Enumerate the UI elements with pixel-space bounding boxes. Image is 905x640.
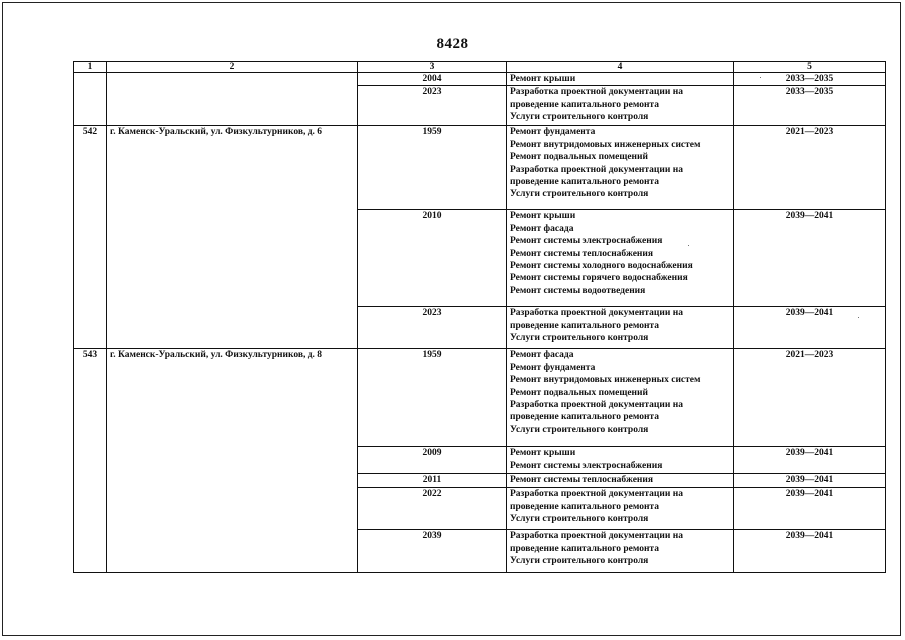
work-item: Разработка проектной документации на (510, 87, 683, 98)
works-cell (507, 447, 734, 474)
work-item: проведение капитального ремонта (510, 99, 659, 110)
table-row (74, 73, 886, 86)
year-cell: 1959 (358, 126, 507, 210)
work-item: Ремонт фундамента (510, 127, 596, 138)
header-cell: 3 (358, 62, 507, 73)
work-item: Услуги строительного контроля (510, 556, 649, 567)
work-item: Услуги строительного контроля (510, 514, 649, 525)
page-number: 8428 (436, 36, 469, 52)
work-item: Ремонт внутридомовых инженерных систем (510, 139, 701, 150)
scan-speck (688, 245, 689, 246)
period-cell: 2039—2041 (734, 307, 886, 349)
year-cell: 2039 (358, 530, 507, 573)
works-cell (507, 488, 734, 530)
period-cell: 2033—2035 (734, 73, 886, 86)
header-cell: 4 (507, 62, 734, 73)
year-cell: 2011 (358, 474, 507, 488)
address-cell: г. Каменск-Уральский, ул. Физкультурников, д. 6 (107, 126, 358, 349)
period-cell: 2039—2041 (734, 474, 886, 488)
work-item: Разработка проектной документации на (510, 164, 683, 175)
work-item: Ремонт подвальных помещений (510, 387, 648, 398)
work-item: Ремонт крыши (510, 74, 576, 84)
works-cell (507, 530, 734, 573)
scan-speck (760, 77, 761, 78)
work-item: Ремонт подвальных помещений (510, 152, 648, 163)
period-cell: 2039—2041 (734, 210, 886, 307)
work-item: проведение капитального ремонта (510, 320, 659, 331)
work-item: Ремонт системы теплоснабжения (510, 248, 654, 259)
year-cell: 2023 (358, 86, 507, 126)
table-row (74, 126, 886, 210)
works-cell (507, 73, 734, 86)
year-cell: 2023 (358, 307, 507, 349)
works-cell (507, 474, 734, 488)
work-item: Услуги строительного контроля (510, 189, 649, 200)
work-item: Разработка проектной документации на (510, 400, 683, 411)
header-row (74, 62, 886, 73)
work-item: Услуги строительного контроля (510, 333, 649, 344)
work-item: Услуги строительного контроля (510, 424, 649, 435)
work-item: проведение капитального ремонта (510, 501, 659, 512)
work-item: Ремонт системы водоотведения (510, 285, 646, 296)
work-item: Ремонт фасада (510, 223, 574, 234)
repair-schedule-table (73, 61, 886, 573)
header-cell: 5 (734, 62, 886, 73)
work-item: Разработка проектной документации на (510, 531, 683, 542)
item-number-cell: 542 (74, 126, 107, 349)
work-item: Ремонт крыши (510, 211, 576, 222)
work-item: Ремонт системы теплоснабжения (510, 475, 654, 486)
work-item: Разработка проектной документации на (510, 489, 683, 500)
period-cell: 2039—2041 (734, 447, 886, 474)
address-cell: г. Каменск-Уральский, ул. Физкультурников, д. 8 (107, 349, 358, 573)
works-cell (507, 86, 734, 126)
work-item: Ремонт системы электроснабжения (510, 460, 663, 471)
item-number-cell: 543 (74, 349, 107, 573)
work-item: Услуги строительного контроля (510, 112, 649, 123)
work-item: проведение капитального ремонта (510, 412, 659, 423)
period-cell: 2033—2035 (734, 86, 886, 126)
period-cell: 2039—2041 (734, 488, 886, 530)
header-cell: 2 (107, 62, 358, 73)
table-row (74, 349, 886, 447)
year-cell: 2004 (358, 73, 507, 86)
work-item: Ремонт системы холодного водоснабжения (510, 261, 693, 272)
year-cell: 2009 (358, 447, 507, 474)
works-cell (507, 349, 734, 447)
works-cell (507, 126, 734, 210)
work-item: Ремонт фундамента (510, 362, 596, 373)
year-cell: 1959 (358, 349, 507, 447)
work-item: Ремонт системы горячего водоснабжения (510, 273, 688, 284)
works-cell (507, 210, 734, 307)
item-number-cell (74, 73, 107, 126)
works-cell (507, 307, 734, 349)
scan-speck (858, 317, 859, 318)
work-item: Ремонт фасада (510, 350, 574, 361)
year-cell: 2010 (358, 210, 507, 307)
year-cell: 2022 (358, 488, 507, 530)
period-cell: 2021—2023 (734, 349, 886, 447)
work-item: Ремонт системы электроснабжения (510, 236, 663, 247)
address-cell (107, 73, 358, 126)
header-cell: 1 (74, 62, 107, 73)
work-item: проведение капитального ремонта (510, 543, 659, 554)
work-item: Ремонт крыши (510, 448, 576, 459)
work-item: проведение капитального ремонта (510, 177, 659, 188)
work-item: Ремонт внутридомовых инженерных систем (510, 375, 701, 386)
period-cell: 2039—2041 (734, 530, 886, 573)
work-item: Разработка проектной документации на (510, 308, 683, 319)
period-cell: 2021—2023 (734, 126, 886, 210)
